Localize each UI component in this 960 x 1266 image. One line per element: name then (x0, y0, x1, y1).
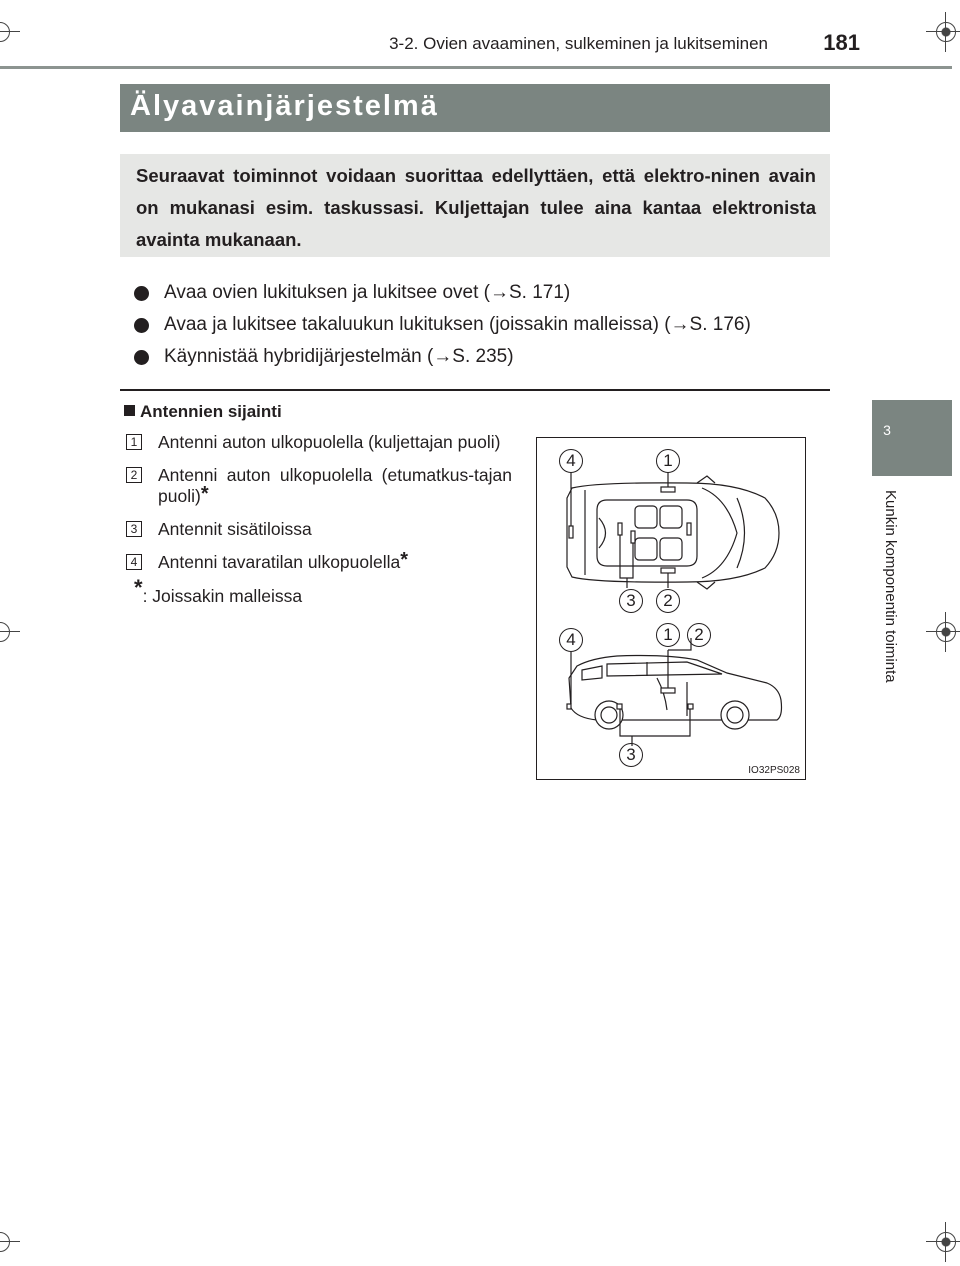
running-header-section: 3-2. Ovien avaaminen, sulkeminen ja lukitseminen (389, 34, 768, 53)
antenna-text: Antennit sisätiloissa (158, 519, 312, 539)
registration-mark-mid-left (0, 612, 20, 652)
antenna-text: Antenni auton ulkopuolella (kuljettajan puoli) (158, 432, 501, 452)
feature-text: Käynnistää hybridijärjestelmän (→S. 235) (164, 346, 514, 367)
asterisk-mark: * (400, 549, 409, 571)
registration-mark-bottom-right (926, 1222, 960, 1262)
item-number-badge: 2 (126, 467, 142, 483)
square-bullet-icon (124, 405, 135, 416)
item-number-badge: 4 (126, 554, 142, 570)
feature-item (134, 310, 834, 342)
bullet-dot-icon (134, 350, 149, 365)
antenna-list (126, 432, 512, 607)
footnote (126, 575, 512, 607)
registration-mark-mid-right (926, 612, 960, 652)
antenna-item (126, 549, 512, 573)
antenna-marker (661, 487, 675, 492)
section-divider (120, 389, 830, 391)
antenna-text: Antenni tavaratilan ulkopuolella (158, 552, 401, 572)
registration-mark-top-left (0, 12, 20, 52)
antenna-marker (617, 704, 622, 709)
callout-circle: 3 (619, 589, 643, 613)
feature-item (134, 342, 834, 374)
callout-circle: 1 (656, 449, 680, 473)
antenna-marker (567, 704, 571, 709)
feature-text: Avaa ja lukitsee takaluukun lukituksen (joissakin malleissa) (→S. 176) (164, 314, 751, 335)
antenna-item (126, 465, 512, 507)
registration-mark-top-right (926, 12, 960, 52)
asterisk-mark: * (200, 483, 209, 505)
feature-text: Avaa ovien lukituksen ja lukitsee ovet (→S. 171) (164, 282, 571, 303)
item-number-badge: 3 (126, 521, 142, 537)
registration-mark-bottom-left (0, 1222, 20, 1262)
callout-circle: 3 (619, 743, 643, 767)
antenna-item (126, 519, 512, 540)
figure-code: IO32PS028 (748, 765, 800, 776)
antenna-marker (688, 704, 693, 709)
callout-circle: 4 (559, 449, 583, 473)
callout-circle: 2 (687, 623, 711, 647)
page-number: 181 (823, 30, 860, 55)
intro-text: Seuraavat toiminnot voidaan suorittaa edellyttäen, että elektro-ninen avain on mukanasi esim. taskussasi. Kuljettajan tulee aina kantaa elektronista avainta mukanaan. (136, 165, 816, 250)
section-title: Älyavainjärjestelmä (130, 90, 439, 122)
antenna-text: Antenni auton ulkopuolella (etumatkus-tajan puoli) (158, 465, 512, 506)
callout-circle: 2 (656, 589, 680, 613)
antenna-marker (687, 523, 691, 535)
antenna-marker (661, 688, 675, 693)
antenna-marker (631, 531, 635, 543)
callout-circle: 1 (656, 623, 680, 647)
antenna-marker (569, 526, 573, 538)
chapter-number: 3 (883, 422, 891, 438)
callout-circle: 4 (559, 628, 583, 652)
feature-list (134, 278, 834, 374)
subsection-heading-text: Antennien sijainti (140, 402, 282, 421)
bullet-dot-icon (134, 318, 149, 333)
footnote-mark: * (134, 575, 143, 601)
antenna-item (126, 432, 512, 453)
section-title-bar (120, 84, 830, 132)
chapter-label (880, 490, 902, 750)
antenna-marker (661, 568, 675, 573)
antenna-location-figure (536, 437, 806, 780)
footnote-text: : Joissakin malleissa (142, 586, 303, 606)
chapter-label-text: Kunkin komponentin toiminta (882, 490, 899, 683)
subsection-heading (124, 402, 282, 422)
chapter-tab (872, 400, 952, 476)
bullet-dot-icon (134, 286, 149, 301)
antenna-marker (618, 523, 622, 535)
feature-item (134, 278, 834, 310)
intro-box (120, 154, 830, 257)
header-rule (0, 66, 952, 69)
item-number-badge: 1 (126, 434, 142, 450)
